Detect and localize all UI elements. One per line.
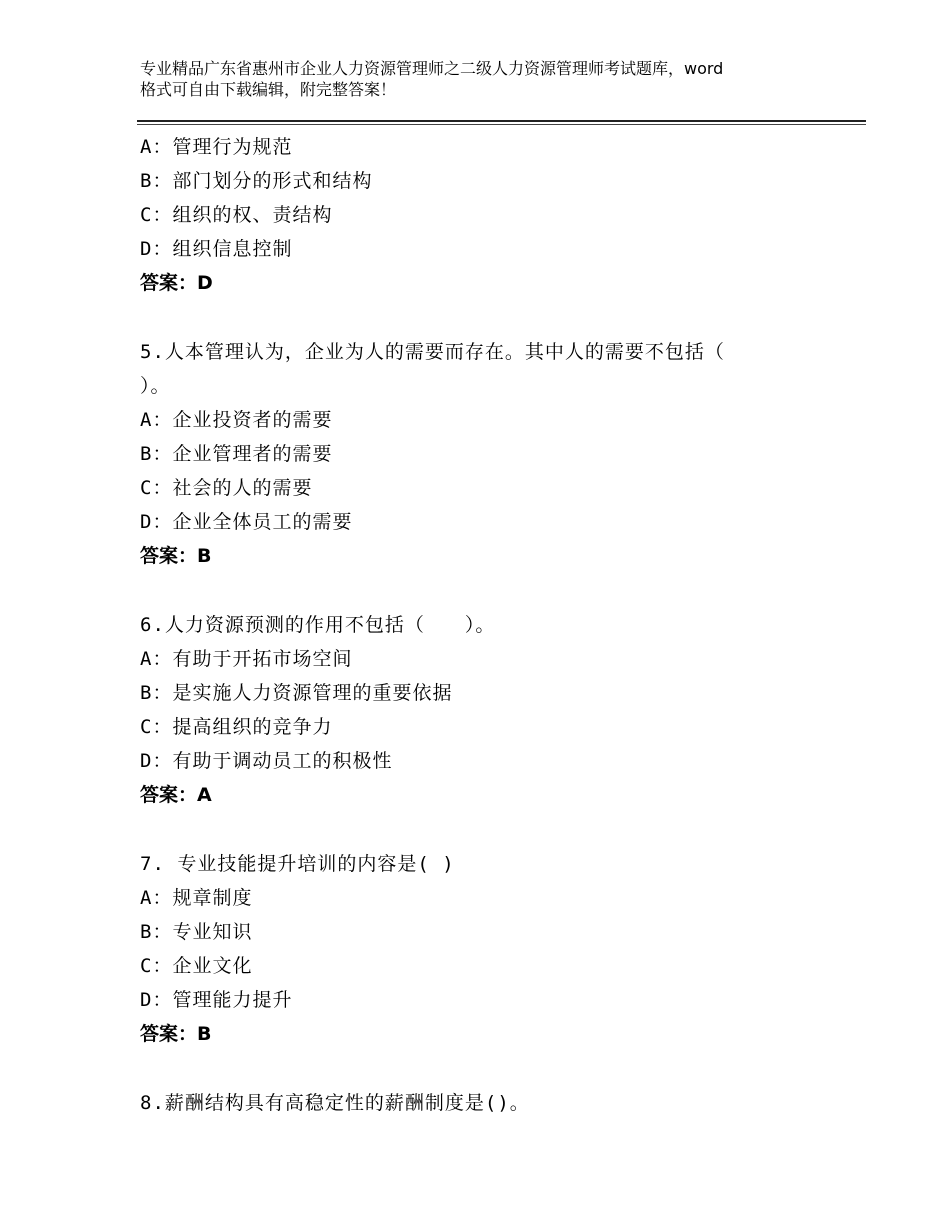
option-a: A：规章制度 [140, 887, 253, 909]
option-a: A：企业投资者的需要 [140, 409, 333, 431]
header-title-line-1: 专业精品广东省惠州市企业人力资源管理师之二级人力资源管理师考试题库，word [140, 59, 724, 78]
question-list [140, 130, 840, 1120]
option-c: C：社会的人的需要 [140, 477, 313, 499]
question-stem: 8.薪酬结构具有高稳定性的薪酬制度是()。 [140, 1092, 530, 1114]
document-header [140, 58, 840, 100]
question-stem-continued: ）。 [140, 375, 171, 397]
option-a: A：有助于开拓市场空间 [140, 648, 353, 670]
spacer [140, 300, 840, 335]
header-divider-thick [137, 120, 866, 122]
spacer [140, 812, 840, 847]
answer: 答案：B [140, 1023, 212, 1045]
option-d: D：组织信息控制 [140, 238, 293, 260]
question-6 [140, 608, 840, 812]
question-8 [140, 1086, 840, 1120]
question-5 [140, 335, 840, 573]
question-stem: 7. 专业技能提升培训的内容是( ) [140, 853, 455, 875]
option-b: B：专业知识 [140, 921, 253, 943]
option-c: C：组织的权、责结构 [140, 204, 333, 226]
option-c: C：企业文化 [140, 955, 253, 977]
option-d: D：管理能力提升 [140, 989, 293, 1011]
question-stem: 6.人力资源预测的作用不包括（ ）。 [140, 614, 496, 636]
option-d: D：有助于调动员工的积极性 [140, 750, 393, 772]
option-b: B：企业管理者的需要 [140, 443, 333, 465]
option-c: C：提高组织的竞争力 [140, 716, 333, 738]
option-b: B：部门划分的形式和结构 [140, 170, 373, 192]
option-b: B：是实施人力资源管理的重要依据 [140, 682, 453, 704]
option-d: D：企业全体员工的需要 [140, 511, 353, 533]
option-a: A：管理行为规范 [140, 136, 293, 158]
answer: 答案：B [140, 545, 212, 567]
spacer [140, 573, 840, 608]
answer: 答案：A [140, 784, 212, 806]
question-4 [140, 130, 840, 300]
question-7 [140, 847, 840, 1051]
header-title-line-2: 格式可自由下载编辑，附完整答案！ [140, 80, 397, 99]
header-divider-thin [137, 124, 866, 125]
question-stem: 5.人本管理认为，企业为人的需要而存在。其中人的需要不包括（ [140, 341, 725, 363]
spacer [140, 1051, 840, 1086]
answer: 答案：D [140, 272, 213, 294]
